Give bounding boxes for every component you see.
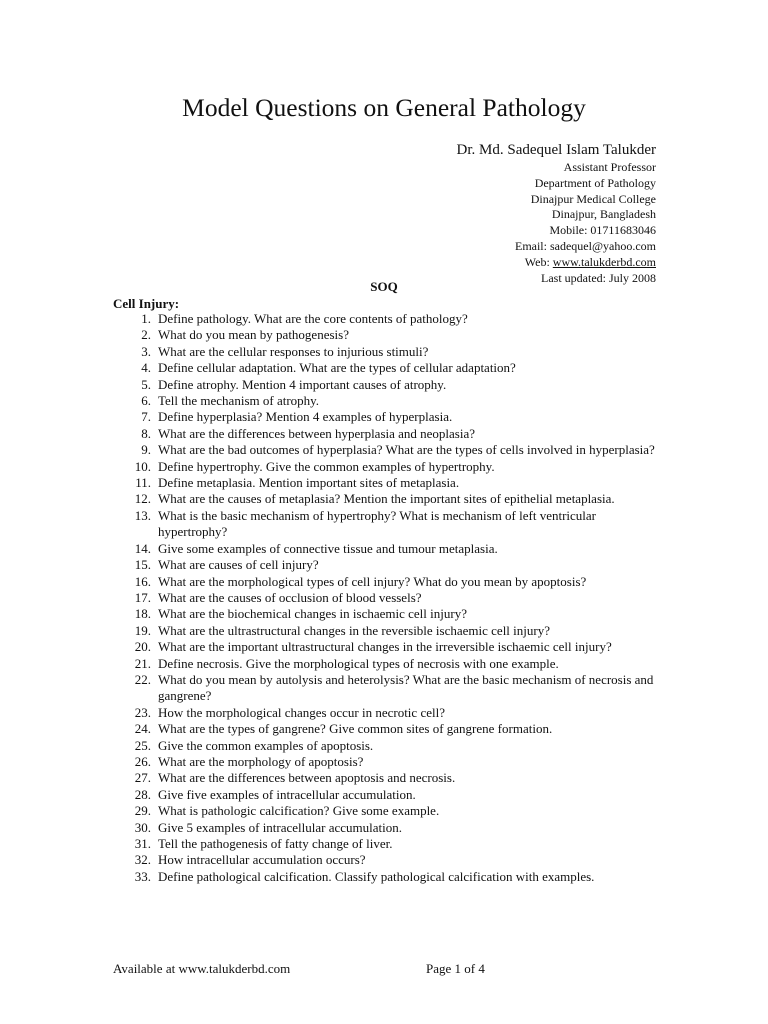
question-number: 13.	[134, 507, 151, 523]
question-text: Tell the pathogenesis of fatty change of liver.	[158, 836, 393, 851]
question-text: Define hyperplasia? Mention 4 examples of hyperplasia.	[158, 409, 453, 425]
question-item	[113, 705, 658, 721]
question-text: What are the ultrastructural changes in the reversible ischaemic cell injury?	[158, 622, 550, 638]
question-item	[113, 656, 658, 672]
question-number: 24.	[134, 721, 151, 737]
question-text: How the morphological changes occur in necrotic cell?	[158, 704, 445, 720]
question-item	[113, 590, 658, 606]
question-number: 10.	[134, 458, 151, 474]
question-item	[113, 754, 658, 770]
question-item	[113, 409, 658, 425]
question-item	[113, 459, 658, 475]
question-item	[113, 344, 658, 360]
question-text: What do you mean by autolysis and heterolysis? What are the basic mechanism of necrosis and gangrene?	[158, 671, 654, 704]
question-number: 16.	[134, 573, 151, 589]
question-number: 1.	[141, 311, 151, 326]
question-text: What is pathologic calcification? Give some example.	[158, 803, 440, 819]
question-text: What are the cellular responses to injurious stimuli?	[158, 343, 429, 359]
question-text: How intracellular accumulation occurs?	[158, 852, 366, 868]
question-number: 25.	[134, 737, 151, 753]
question-item	[113, 442, 658, 458]
document-title: Model Questions on General Pathology	[182, 93, 586, 122]
question-number: 8.	[141, 425, 151, 441]
question-item	[113, 836, 658, 852]
question-text: Define metaplasia. Mention important sites of metaplasia.	[158, 475, 460, 491]
question-item	[113, 770, 658, 786]
author-college: Dinajpur Medical College	[530, 191, 656, 206]
question-number: 3.	[141, 343, 151, 359]
question-item	[113, 508, 658, 541]
question-item	[113, 491, 658, 507]
question-number: 17.	[134, 589, 151, 605]
question-item	[113, 606, 658, 622]
question-list	[113, 311, 658, 885]
question-text: What are the differences between hyperplasia and neoplasia?	[158, 425, 476, 441]
question-number: 20.	[134, 639, 151, 655]
question-number: 7.	[141, 409, 151, 425]
question-text: Define atrophy. Mention 4 important causes of atrophy.	[158, 376, 447, 392]
question-text: What are the differences between apoptosis and necrosis.	[158, 770, 456, 786]
question-number: 22.	[134, 671, 151, 687]
question-item	[113, 475, 658, 491]
question-number: 26.	[134, 753, 151, 769]
question-text: Tell the mechanism of atrophy.	[158, 393, 320, 409]
question-number: 28.	[134, 786, 151, 802]
question-item	[113, 557, 658, 573]
question-item	[113, 738, 658, 754]
question-text: What are the causes of metaplasia? Mention the important sites of epithelial metaplasia.	[158, 491, 615, 507]
question-text: Define necrosis. Give the morphological types of necrosis with one example.	[158, 655, 559, 671]
question-text: Define pathology. What are the core contents of pathology?	[158, 311, 468, 326]
question-item	[113, 360, 658, 376]
author-last-updated: Last updated: July 2008	[541, 270, 656, 285]
author-web	[457, 255, 656, 271]
question-item	[113, 721, 658, 737]
footer-availability: Available at www.talukderbd.com	[113, 961, 291, 976]
question-text: Give 5 examples of intracellular accumulation.	[158, 819, 403, 835]
question-number: 11.	[135, 475, 151, 491]
question-text: What are the types of gangrene? Give common sites of gangrene formation.	[158, 721, 553, 737]
question-number: 29.	[134, 803, 151, 819]
question-number: 14.	[134, 540, 151, 556]
question-text: Give the common examples of apoptosis.	[158, 737, 374, 753]
question-number: 33.	[134, 868, 151, 884]
question-text: What are causes of cell injury?	[158, 557, 319, 573]
question-item	[113, 869, 658, 885]
question-text: Define pathological calcification. Classify pathological calcification with examples.	[158, 868, 595, 884]
question-number: 27.	[134, 770, 151, 786]
author-position: Assistant Professor	[563, 160, 656, 174]
question-text: What are the important ultrastructural changes in the irreversible ischaemic cell injury?	[158, 639, 612, 655]
question-text: What are the causes of occlusion of blood vessels?	[158, 589, 422, 605]
question-item	[113, 327, 658, 343]
author-web-link[interactable]: www.talukderbd.com	[552, 254, 656, 269]
author-block	[457, 140, 656, 286]
question-text: Give five examples of intracellular accumulation.	[158, 786, 416, 802]
question-number: 32.	[134, 852, 151, 868]
question-item	[113, 787, 658, 803]
question-item	[113, 820, 658, 836]
question-number: 30.	[134, 819, 151, 835]
question-number: 12.	[134, 491, 151, 507]
author-location: Dinajpur, Bangladesh	[551, 207, 656, 222]
question-text: What do you mean by pathogenesis?	[158, 327, 349, 343]
question-text: Define hypertrophy. Give the common examples of hypertrophy.	[158, 458, 495, 474]
author-mobile: Mobile: 01711683046	[549, 223, 656, 238]
question-item	[113, 574, 658, 590]
question-text: What are the biochemical changes in ischaemic cell injury?	[158, 606, 467, 622]
question-number: 9.	[141, 442, 151, 458]
question-item	[113, 623, 658, 639]
author-email: Email: sadequel@yahoo.com	[514, 238, 656, 253]
author-department: Department of Pathology	[534, 175, 656, 190]
question-number: 21.	[134, 655, 151, 671]
question-number: 31.	[134, 836, 151, 851]
section-title: Cell Injury:	[113, 296, 180, 311]
question-number: 2.	[141, 327, 151, 343]
question-text: What are the morphological types of cell injury? What do you mean by apoptosis?	[158, 573, 587, 589]
footer-page-number: Page 1 of 4	[426, 961, 485, 976]
question-item	[113, 541, 658, 557]
question-item	[113, 311, 658, 327]
question-item	[113, 672, 658, 705]
question-number: 15.	[134, 557, 151, 573]
question-item	[113, 803, 658, 819]
question-item	[113, 377, 658, 393]
question-number: 4.	[141, 360, 151, 376]
author-name: Dr. Md. Sadequel Islam Talukder	[456, 142, 656, 158]
question-text: What are the bad outcomes of hyperplasia? What are the types of cells involved in hyperplasia?	[158, 442, 655, 458]
section-heading: SOQ	[370, 279, 398, 294]
question-text: What are the morphology of apoptosis?	[158, 753, 364, 769]
question-number: 23.	[134, 704, 151, 720]
question-text: Define cellular adaptation. What are the types of cellular adaptation?	[158, 360, 516, 376]
question-item	[113, 426, 658, 442]
question-number: 18.	[134, 606, 151, 622]
question-item	[113, 393, 658, 409]
question-text: What is the basic mechanism of hypertrophy? What is mechanism of left ventricular hypertrophy?	[158, 507, 597, 540]
question-item	[113, 852, 658, 868]
author-web-label: Web:	[524, 254, 553, 269]
question-number: 19.	[134, 622, 151, 638]
question-item	[113, 639, 658, 655]
question-number: 6.	[141, 393, 151, 409]
question-number: 5.	[141, 376, 151, 392]
question-text: Give some examples of connective tissue and tumour metaplasia.	[158, 540, 498, 556]
